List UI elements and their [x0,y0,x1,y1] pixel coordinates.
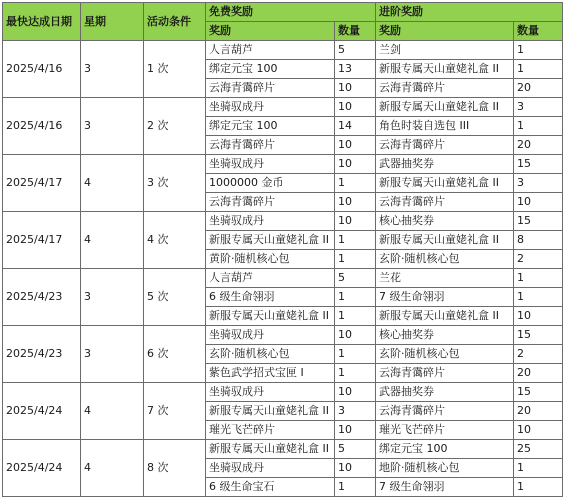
free-reward-cell: 人言葫芦 [206,41,335,60]
advanced-quantity-cell: 15 [514,383,563,402]
date-cell: 2025/4/24 [3,383,81,440]
advanced-reward-cell: 角色时装自选包 III [376,117,514,136]
advanced-reward-cell: 武器抽奖券 [376,155,514,174]
header-free-rewards: 免费奖励 [206,3,376,22]
free-quantity-cell: 10 [335,459,376,478]
weekday-cell: 3 [81,269,144,326]
header-advanced-rewards: 进阶奖励 [376,3,563,22]
free-quantity-cell: 1 [335,174,376,193]
advanced-quantity-cell: 1 [514,41,563,60]
free-reward-cell: 坐骑驭成丹 [206,155,335,174]
table-body [3,41,563,497]
free-quantity-cell: 5 [335,269,376,288]
weekday-cell: 3 [81,41,144,98]
free-reward-cell: 新服专属天山童姥礼盒 II [206,231,335,250]
advanced-quantity-cell: 2 [514,345,563,364]
free-quantity-cell: 10 [335,383,376,402]
header-condition: 活动条件 [144,3,206,41]
free-quantity-cell: 5 [335,440,376,459]
free-quantity-cell: 1 [335,364,376,383]
header-weekday: 星期 [81,3,144,41]
date-cell: 2025/4/23 [3,269,81,326]
condition-cell: 7 次 [144,383,206,440]
advanced-quantity-cell: 20 [514,364,563,383]
header-free-reward: 奖励 [206,22,335,41]
advanced-quantity-cell: 1 [514,269,563,288]
weekday-cell: 3 [81,326,144,383]
free-quantity-cell: 5 [335,41,376,60]
advanced-quantity-cell: 1 [514,117,563,136]
free-quantity-cell: 10 [335,136,376,155]
advanced-reward-cell: 绑定元宝 100 [376,440,514,459]
free-reward-cell: 云海青霭碎片 [206,193,335,212]
advanced-quantity-cell: 15 [514,212,563,231]
header-advanced-quantity: 数量 [514,22,563,41]
condition-cell: 1 次 [144,41,206,98]
table-row [3,269,563,288]
advanced-quantity-cell: 25 [514,440,563,459]
advanced-reward-cell: 兰花 [376,269,514,288]
free-quantity-cell: 1 [335,307,376,326]
free-quantity-cell: 1 [335,231,376,250]
advanced-quantity-cell: 1 [514,288,563,307]
date-cell: 2025/4/16 [3,41,81,98]
free-quantity-cell: 10 [335,193,376,212]
free-reward-cell: 新服专属天山童姥礼盒 II [206,402,335,421]
header-advanced-reward: 奖励 [376,22,514,41]
advanced-quantity-cell: 1 [514,60,563,79]
free-reward-cell: 璀光飞芒碎片 [206,421,335,440]
advanced-quantity-cell: 15 [514,326,563,345]
condition-cell: 5 次 [144,269,206,326]
advanced-reward-cell: 云海青霭碎片 [376,79,514,98]
header-date: 最快达成日期 [3,3,81,41]
weekday-cell: 4 [81,383,144,440]
date-cell: 2025/4/24 [3,440,81,497]
free-quantity-cell: 10 [335,155,376,174]
advanced-reward-cell: 云海青霭碎片 [376,193,514,212]
date-cell: 2025/4/17 [3,212,81,269]
free-quantity-cell: 1 [335,478,376,497]
advanced-quantity-cell: 20 [514,136,563,155]
header-row-1 [3,3,563,22]
date-cell: 2025/4/17 [3,155,81,212]
free-reward-cell: 绑定元宝 100 [206,117,335,136]
advanced-quantity-cell: 2 [514,250,563,269]
weekday-cell: 3 [81,98,144,155]
table-header [3,3,563,41]
table-row [3,440,563,459]
advanced-quantity-cell: 15 [514,155,563,174]
condition-cell: 8 次 [144,440,206,497]
free-reward-cell: 坐骑驭成丹 [206,459,335,478]
free-reward-cell: 新服专属天山童姥礼盒 II [206,307,335,326]
free-quantity-cell: 3 [335,402,376,421]
table-row [3,155,563,174]
advanced-reward-cell: 新服专属天山童姥礼盒 II [376,231,514,250]
advanced-quantity-cell: 20 [514,402,563,421]
free-reward-cell: 云海青霭碎片 [206,79,335,98]
weekday-cell: 4 [81,440,144,497]
advanced-reward-cell: 玄阶·随机核心包 [376,345,514,364]
table-row [3,326,563,345]
free-reward-cell: 坐骑驭成丹 [206,326,335,345]
advanced-reward-cell: 玄阶·随机核心包 [376,250,514,269]
date-cell: 2025/4/23 [3,326,81,383]
advanced-quantity-cell: 3 [514,98,563,117]
advanced-reward-cell: 核心抽奖券 [376,212,514,231]
weekday-cell: 4 [81,155,144,212]
free-quantity-cell: 13 [335,60,376,79]
advanced-reward-cell: 新服专属天山童姥礼盒 II [376,60,514,79]
free-quantity-cell: 1 [335,345,376,364]
advanced-reward-cell: 云海青霭碎片 [376,364,514,383]
free-quantity-cell: 1 [335,288,376,307]
advanced-reward-cell: 新服专属天山童姥礼盒 II [376,98,514,117]
condition-cell: 6 次 [144,326,206,383]
free-reward-cell: 6 级生命宝石 [206,478,335,497]
free-reward-cell: 人言葫芦 [206,269,335,288]
free-quantity-cell: 14 [335,117,376,136]
date-cell: 2025/4/16 [3,98,81,155]
weekday-cell: 4 [81,212,144,269]
advanced-quantity-cell: 20 [514,79,563,98]
header-free-quantity: 数量 [335,22,376,41]
advanced-reward-cell: 7 级生命翎羽 [376,478,514,497]
condition-cell: 2 次 [144,98,206,155]
advanced-reward-cell: 7 级生命翎羽 [376,288,514,307]
advanced-reward-cell: 地阶·随机核心包 [376,459,514,478]
free-reward-cell: 黄阶·随机核心包 [206,250,335,269]
free-reward-cell: 玄阶·随机核心包 [206,345,335,364]
advanced-quantity-cell: 1 [514,478,563,497]
free-quantity-cell: 10 [335,326,376,345]
free-reward-cell: 新服专属天山童姥礼盒 II [206,440,335,459]
advanced-quantity-cell: 1 [514,459,563,478]
free-quantity-cell: 10 [335,421,376,440]
advanced-reward-cell: 核心抽奖券 [376,326,514,345]
advanced-reward-cell: 新服专属天山童姥礼盒 II [376,174,514,193]
free-reward-cell: 坐骑驭成丹 [206,383,335,402]
free-quantity-cell: 10 [335,212,376,231]
table-row [3,98,563,117]
free-quantity-cell: 10 [335,98,376,117]
advanced-quantity-cell: 10 [514,307,563,326]
free-reward-cell: 紫色武学招式宝匣 I [206,364,335,383]
advanced-reward-cell: 云海青霭碎片 [376,136,514,155]
free-quantity-cell: 1 [335,250,376,269]
free-reward-cell: 坐骑驭成丹 [206,98,335,117]
free-reward-cell: 6 级生命翎羽 [206,288,335,307]
advanced-quantity-cell: 10 [514,193,563,212]
free-reward-cell: 绑定元宝 100 [206,60,335,79]
advanced-reward-cell: 兰剑 [376,41,514,60]
advanced-reward-cell: 武器抽奖券 [376,383,514,402]
advanced-reward-cell: 璀光飞芒碎片 [376,421,514,440]
advanced-reward-cell: 云海青霭碎片 [376,402,514,421]
free-reward-cell: 1000000 金币 [206,174,335,193]
condition-cell: 4 次 [144,212,206,269]
free-reward-cell: 云海青霭碎片 [206,136,335,155]
table-row [3,212,563,231]
free-quantity-cell: 10 [335,79,376,98]
table-row [3,41,563,60]
free-reward-cell: 坐骑驭成丹 [206,212,335,231]
advanced-quantity-cell: 8 [514,231,563,250]
advanced-quantity-cell: 3 [514,174,563,193]
advanced-quantity-cell: 10 [514,421,563,440]
condition-cell: 3 次 [144,155,206,212]
rewards-table [2,2,563,497]
advanced-reward-cell: 新服专属天山童姥礼盒 II [376,307,514,326]
table-row [3,383,563,402]
